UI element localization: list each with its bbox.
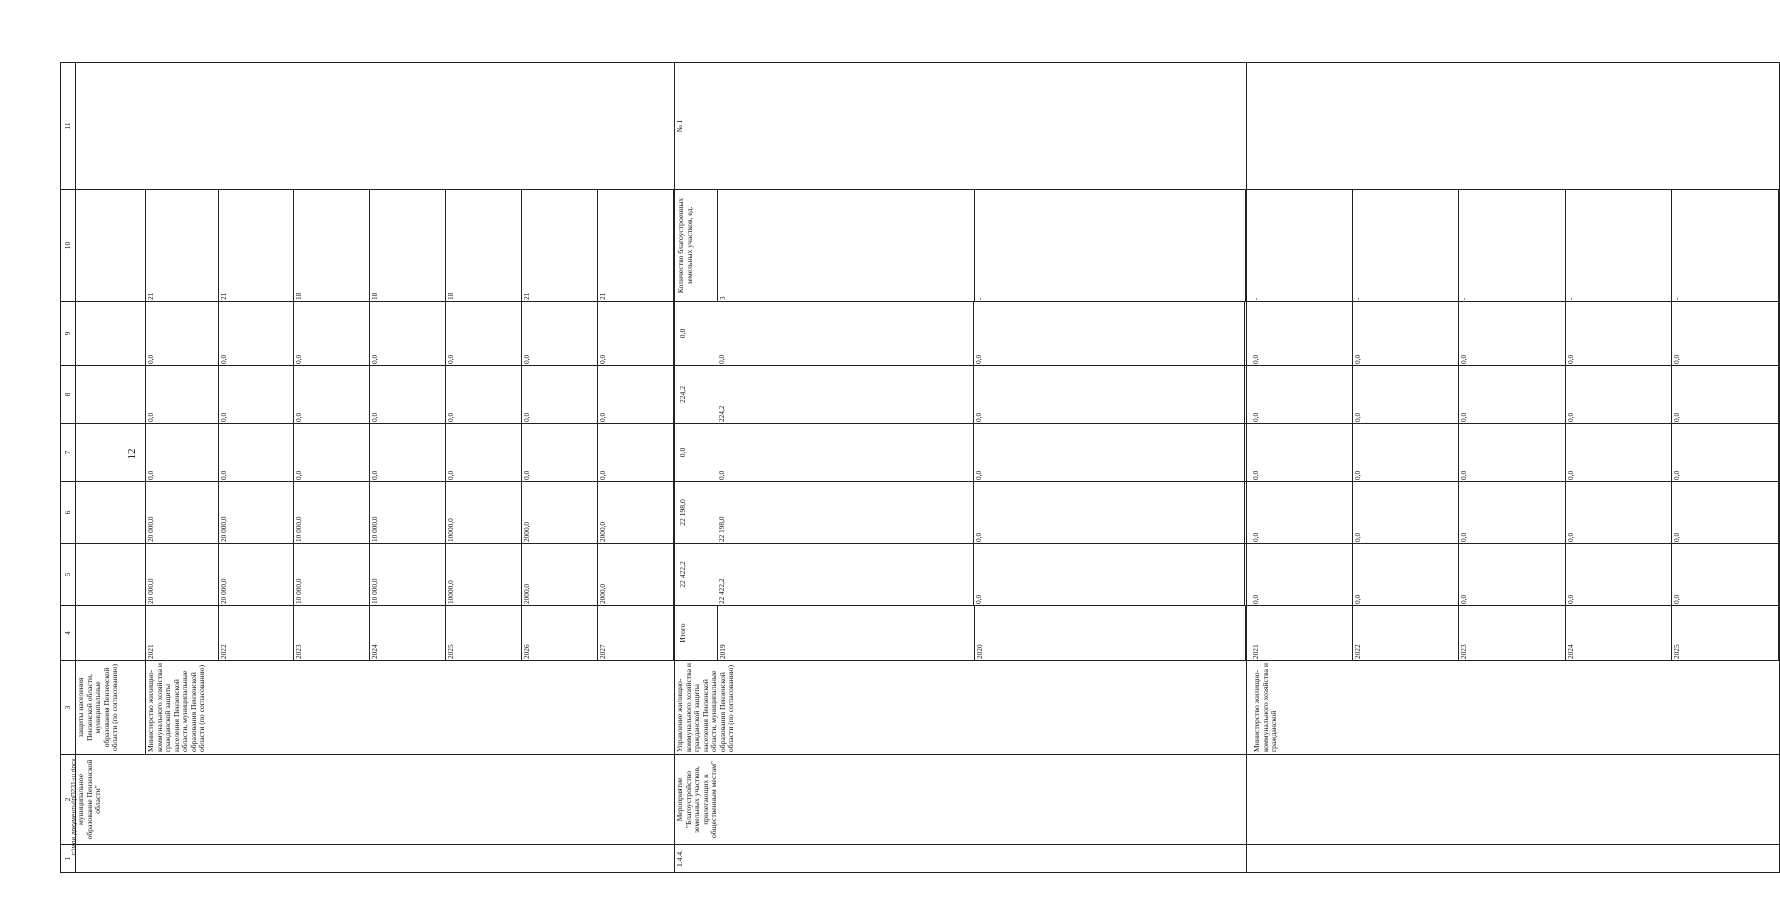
value: 0,0 bbox=[294, 302, 370, 365]
years-list bbox=[146, 606, 674, 660]
cell-responsible: Управление жилищно-коммунального хозяйства и гражданской защиты населения Пензенской области, муниципальные образования Пензенской области (по согласованию) bbox=[675, 661, 1247, 755]
value: 0,0 bbox=[1459, 366, 1566, 423]
value: 0,0 bbox=[598, 302, 674, 365]
program-activities-table bbox=[60, 62, 1780, 873]
year-2024: 2024 bbox=[1565, 606, 1672, 660]
value: 0,0 bbox=[1352, 544, 1459, 605]
value: 0,0 bbox=[146, 424, 218, 481]
col-number-2: 2 bbox=[61, 755, 76, 845]
col-number-4: 4 bbox=[61, 606, 76, 661]
value: 2000,0 bbox=[598, 482, 674, 543]
cell-col6-values bbox=[675, 482, 1247, 544]
cell-col8 bbox=[76, 366, 146, 424]
cell-item-number: 1.4.4. bbox=[675, 845, 1247, 873]
cell-col3-ministry: Министерство жилищно-коммунального хозяйства и гражданской защиты населения Пензенской области, муниципальные образования Пензенской области (по согласованию) bbox=[146, 661, 675, 755]
year-2022: 2022 bbox=[218, 606, 294, 660]
value: 0,0 bbox=[1672, 302, 1779, 365]
value: 0,0 bbox=[1459, 544, 1566, 605]
column-number-row bbox=[61, 63, 76, 873]
cell-col8-values bbox=[1247, 366, 1780, 424]
value: 0,0 bbox=[294, 366, 370, 423]
cell-col10-indicator bbox=[675, 190, 1247, 302]
col5-values-list bbox=[717, 544, 1245, 605]
value: 0,0 bbox=[1352, 424, 1459, 481]
total-col7: 0,0 bbox=[678, 447, 687, 458]
value: 0,0 bbox=[1565, 302, 1672, 365]
cell-col10-values bbox=[1247, 190, 1780, 302]
value: 0,0 bbox=[974, 424, 1245, 481]
col7-values-list bbox=[1251, 424, 1779, 481]
year-2025: 2025 bbox=[1672, 606, 1779, 660]
cell-col4-years bbox=[146, 606, 675, 661]
total-col5: 22 422,2 bbox=[678, 561, 687, 588]
col-number-8: 8 bbox=[61, 366, 76, 424]
cell-col3-ministry: Министерство жилищно-коммунального хозяйства и гражданской bbox=[1247, 661, 1780, 755]
value: 0,0 bbox=[1672, 482, 1779, 543]
cell-col5 bbox=[76, 544, 146, 606]
cell-col2-municipal: муниципальное образование Пензенской области" bbox=[76, 755, 675, 845]
value: 0,0 bbox=[446, 366, 522, 423]
value: 0,0 bbox=[146, 366, 218, 423]
value: 0,0 bbox=[1251, 366, 1352, 423]
value: 21 bbox=[522, 190, 598, 301]
cell-col1 bbox=[76, 845, 675, 873]
value: 0,0 bbox=[1459, 482, 1566, 543]
table-row-continuation-top bbox=[76, 63, 146, 873]
year-2026: 2026 bbox=[522, 606, 598, 660]
indicator-name: Количество благоустроенных земельных участков, ед. bbox=[675, 190, 718, 301]
value: 0,0 bbox=[446, 424, 522, 481]
value: 0,0 bbox=[1352, 482, 1459, 543]
value: 0,0 bbox=[218, 424, 294, 481]
total-label: Итого bbox=[675, 606, 718, 660]
total-col9: 0,0 bbox=[678, 328, 687, 339]
value: 0,0 bbox=[1565, 424, 1672, 481]
year-2021: 2021 bbox=[1251, 606, 1352, 660]
file-path-footer: c:\мои документы\рП231-ш.docx bbox=[70, 758, 78, 856]
cell-col11 bbox=[76, 63, 675, 190]
col-number-1: 1 bbox=[61, 845, 76, 873]
col8-values-list bbox=[146, 366, 674, 423]
total-col6: 22 198,0 bbox=[678, 499, 687, 526]
value: 10 000,0 bbox=[294, 544, 370, 605]
value: 0,0 bbox=[1251, 424, 1352, 481]
year-2023: 2023 bbox=[294, 606, 370, 660]
year-2027: 2027 bbox=[598, 606, 674, 660]
value: 2000,0 bbox=[522, 544, 598, 605]
value: 0,0 bbox=[446, 302, 522, 365]
table-row-activity-1-4-4 bbox=[675, 63, 1247, 873]
value: 0,0 bbox=[1565, 544, 1672, 605]
value: 0,0 bbox=[1352, 302, 1459, 365]
cell-col10 bbox=[76, 190, 146, 302]
value: 20 000,0 bbox=[146, 544, 218, 605]
value: 0,0 bbox=[1352, 366, 1459, 423]
cell-col7-values bbox=[675, 424, 1247, 482]
col7-values-list bbox=[717, 424, 1245, 481]
value: 10 000,0 bbox=[370, 482, 446, 543]
col-number-7: 7 bbox=[61, 424, 76, 482]
value: 0,0 bbox=[1251, 544, 1352, 605]
col6-values-list bbox=[1251, 482, 1779, 543]
value: - bbox=[1459, 190, 1566, 301]
value: 0,0 bbox=[717, 424, 974, 481]
col-number-3: 3 bbox=[61, 661, 76, 755]
value: - bbox=[975, 190, 1246, 301]
value: 0,0 bbox=[1672, 544, 1779, 605]
value: 2000,0 bbox=[522, 482, 598, 543]
years-list bbox=[718, 606, 1246, 660]
year-2019: 2019 bbox=[718, 606, 975, 660]
value: 0,0 bbox=[974, 302, 1245, 365]
value: 0,0 bbox=[1565, 482, 1672, 543]
value: 0,0 bbox=[1251, 482, 1352, 543]
cell-col7-values bbox=[1247, 424, 1780, 482]
value: 0,0 bbox=[974, 366, 1245, 423]
value: 0,0 bbox=[1251, 302, 1352, 365]
value: 0,0 bbox=[218, 302, 294, 365]
col-number-6: 6 bbox=[61, 482, 76, 544]
value: 0,0 bbox=[370, 366, 446, 423]
cell-col3-continuation: защиты населения Пензенской области, муниципальные образования Пензенской области (по согласованию) bbox=[76, 661, 146, 755]
cell-col5-values bbox=[1247, 544, 1780, 606]
year-2025: 2025 bbox=[446, 606, 522, 660]
value: 20 000,0 bbox=[146, 482, 218, 543]
value: 21 bbox=[218, 190, 294, 301]
value: 21 bbox=[598, 190, 674, 301]
value: 0,0 bbox=[370, 302, 446, 365]
col-number-10: 10 bbox=[61, 190, 76, 302]
value: 0,0 bbox=[598, 424, 674, 481]
value: 224,2 bbox=[717, 366, 974, 423]
col-number-5: 5 bbox=[61, 544, 76, 606]
value: 20 000,0 bbox=[218, 544, 294, 605]
value: 3 bbox=[718, 190, 975, 301]
value: 0,0 bbox=[522, 302, 598, 365]
value: 10000,0 bbox=[446, 544, 522, 605]
col-number-11: 11 bbox=[61, 63, 76, 190]
col9-values-list bbox=[717, 302, 1245, 365]
value: - bbox=[1565, 190, 1672, 301]
value: 22 198,0 bbox=[717, 482, 974, 543]
value: 0,0 bbox=[218, 366, 294, 423]
years-list bbox=[1251, 606, 1779, 660]
cell-col5-values bbox=[146, 544, 675, 606]
cell-col8-values bbox=[675, 366, 1247, 424]
cell-col7-values bbox=[146, 424, 675, 482]
cell-col2 bbox=[1247, 755, 1780, 845]
year-2021: 2021 bbox=[146, 606, 218, 660]
col5-values-list bbox=[1251, 544, 1779, 605]
col10-values-list bbox=[1251, 190, 1779, 301]
cell-col10-values bbox=[146, 190, 675, 302]
col7-values-list bbox=[146, 424, 674, 481]
cell-col11 bbox=[1247, 63, 1780, 190]
value: 0,0 bbox=[522, 366, 598, 423]
cell-col11-note: № 1 bbox=[675, 63, 1247, 190]
year-2020: 2020 bbox=[975, 606, 1246, 660]
cell-col4 bbox=[76, 606, 146, 661]
year-2023: 2023 bbox=[1459, 606, 1566, 660]
value: 0,0 bbox=[974, 482, 1245, 543]
value: 0,0 bbox=[598, 366, 674, 423]
value: 0,0 bbox=[1672, 366, 1779, 423]
value: 0,0 bbox=[974, 544, 1245, 605]
value: 0,0 bbox=[1672, 424, 1779, 481]
value: 0,0 bbox=[294, 424, 370, 481]
value: - bbox=[1672, 190, 1779, 301]
value: 18 bbox=[446, 190, 522, 301]
value: 0,0 bbox=[1565, 366, 1672, 423]
value: - bbox=[1251, 190, 1352, 301]
col6-values-list bbox=[146, 482, 674, 543]
col10-values-list bbox=[718, 190, 1246, 301]
value: 21 bbox=[146, 190, 218, 301]
value: 22 422,2 bbox=[717, 544, 974, 605]
value: 0,0 bbox=[370, 424, 446, 481]
col6-values-list bbox=[717, 482, 1245, 543]
cell-col4-years bbox=[675, 606, 1247, 661]
page-number: 12 bbox=[126, 448, 138, 460]
value: 10 000,0 bbox=[370, 544, 446, 605]
col-number-9: 9 bbox=[61, 302, 76, 366]
col5-values-list bbox=[146, 544, 674, 605]
value: 18 bbox=[370, 190, 446, 301]
cell-col8-values bbox=[146, 366, 675, 424]
col9-values-list bbox=[1251, 302, 1779, 365]
cell-col1 bbox=[1247, 845, 1780, 873]
value: 0,0 bbox=[146, 302, 218, 365]
value: 0,0 bbox=[717, 302, 974, 365]
cell-col6-values bbox=[146, 482, 675, 544]
cell-activity-name: Мероприятие "Благоустройство земельных участков, прилегающих к общественным местам" bbox=[675, 755, 1247, 845]
cell-col9 bbox=[76, 302, 146, 366]
table-row-activity-1-4-4-continued bbox=[1247, 63, 1780, 873]
value: 10 000,0 bbox=[294, 482, 370, 543]
cell-col7 bbox=[76, 424, 146, 482]
cell-col6 bbox=[76, 482, 146, 544]
rotated-table-wrapper bbox=[60, 63, 1682, 873]
col10-values-list bbox=[146, 190, 674, 301]
col8-values-list bbox=[1251, 366, 1779, 423]
col8-values-list bbox=[717, 366, 1245, 423]
cell-col6-values bbox=[1247, 482, 1780, 544]
value: 10000,0 bbox=[446, 482, 522, 543]
cell-col9-values bbox=[675, 302, 1247, 366]
cell-col9-values bbox=[1247, 302, 1780, 366]
value: 0,0 bbox=[522, 424, 598, 481]
year-2022: 2022 bbox=[1352, 606, 1459, 660]
value: 20 000,0 bbox=[218, 482, 294, 543]
value: 0,0 bbox=[1459, 424, 1566, 481]
cell-col5-values bbox=[675, 544, 1247, 606]
value: - bbox=[1352, 190, 1459, 301]
year-2024: 2024 bbox=[370, 606, 446, 660]
total-col8: 224,2 bbox=[678, 385, 687, 404]
value: 0,0 bbox=[1459, 302, 1566, 365]
value: 18 bbox=[294, 190, 370, 301]
cell-col9-values bbox=[146, 302, 675, 366]
value: 2000,0 bbox=[598, 544, 674, 605]
col9-values-list bbox=[146, 302, 674, 365]
cell-col4-years bbox=[1247, 606, 1780, 661]
